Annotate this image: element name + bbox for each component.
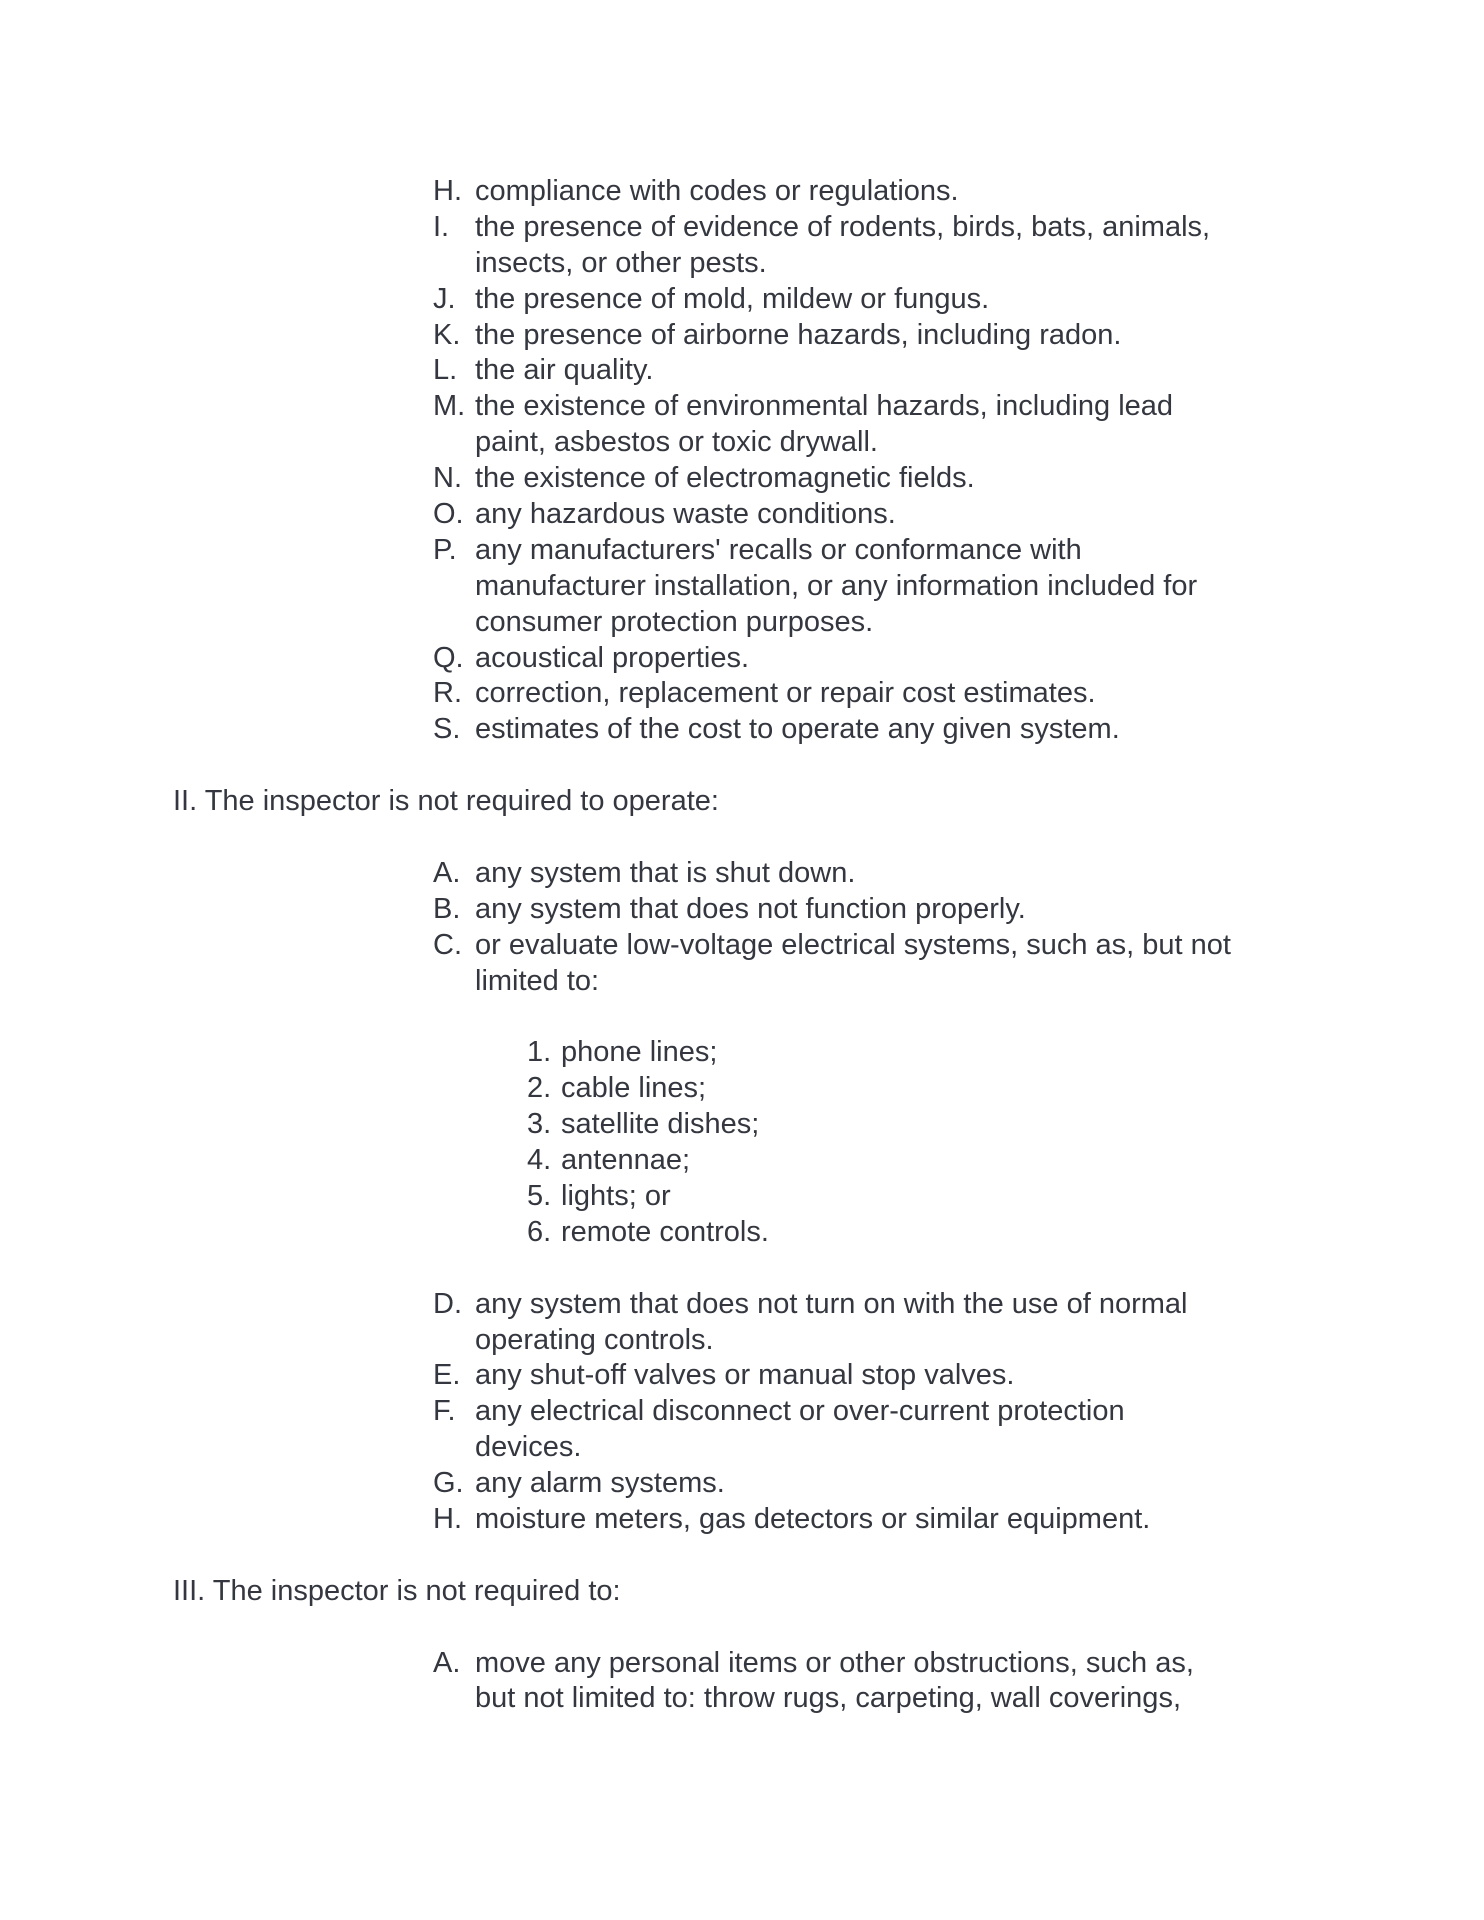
list-item — [0, 1287, 1484, 1359]
list-item-text: move any personal items or other obstructions, such as, — [475, 1646, 1194, 1679]
list-marker: P. — [433, 533, 457, 566]
list-marker: F. — [433, 1395, 456, 1428]
list-item-line — [0, 389, 1484, 425]
numbered-subitem — [0, 1215, 1484, 1251]
numbered-subitem — [0, 1107, 1484, 1143]
section-heading: III. The inspector is not required to: — [173, 1574, 621, 1607]
list-item-line — [0, 892, 1484, 928]
list-marker: J. — [433, 282, 456, 315]
list-marker: O. — [433, 498, 464, 531]
list-marker: A. — [433, 1646, 461, 1679]
list-item-text: lights; or — [561, 1179, 671, 1212]
list-item — [0, 497, 1484, 533]
list-item-line — [0, 174, 1484, 210]
list-marker: R. — [433, 677, 462, 710]
list-item-text: any shut-off valves or manual stop valves. — [475, 1359, 1015, 1392]
list-item — [0, 533, 1484, 641]
numbered-subitem — [0, 1035, 1484, 1071]
list-item-line — [0, 1143, 1484, 1179]
list-marker: 2. — [527, 1072, 552, 1105]
section-heading: II. The inspector is not required to operate: — [173, 785, 719, 818]
list-item — [0, 856, 1484, 892]
list-item-text: but not limited to: throw rugs, carpeting, wall coverings, — [475, 1682, 1181, 1715]
document-page — [0, 174, 1484, 1717]
list-marker: I. — [433, 210, 450, 243]
list-item-line — [0, 318, 1484, 354]
list-marker: 5. — [527, 1179, 552, 1212]
list-item-line — [0, 712, 1484, 748]
list-item-text: operating controls. — [475, 1323, 714, 1356]
list-item-line — [0, 1646, 1484, 1682]
list-item-line — [0, 1430, 1484, 1466]
list-item-line — [0, 282, 1484, 318]
list-item-line — [0, 353, 1484, 389]
list-item — [0, 641, 1484, 677]
blank-line — [0, 1251, 1484, 1287]
list-marker: N. — [433, 462, 462, 495]
list-item-text: any system that does not function properly. — [475, 892, 1026, 925]
list-marker: K. — [433, 318, 461, 351]
list-marker: L. — [433, 354, 458, 387]
list-marker: M. — [433, 390, 466, 423]
list-item-text: manufacturer installation, or any information included for — [475, 569, 1198, 602]
list-item-line — [0, 461, 1484, 497]
list-item — [0, 461, 1484, 497]
list-item — [0, 892, 1484, 928]
blank-line — [0, 1538, 1484, 1574]
list-marker: 6. — [527, 1215, 552, 1248]
list-item-text: antennae; — [561, 1144, 691, 1177]
list-item-text: limited to: — [475, 964, 600, 997]
list-item-text: any electrical disconnect or over-current protection — [475, 1395, 1125, 1428]
list-item-text: paint, asbestos or toxic drywall. — [475, 426, 878, 459]
list-item — [0, 389, 1484, 461]
list-marker: E. — [433, 1359, 461, 1392]
list-item-text: moisture meters, gas detectors or similar equipment. — [475, 1502, 1151, 1535]
list-item — [0, 1466, 1484, 1502]
list-item-line — [0, 1107, 1484, 1143]
numbered-subitem — [0, 1179, 1484, 1215]
list-marker: G. — [433, 1467, 464, 1500]
list-item — [0, 174, 1484, 210]
list-item-line — [0, 1179, 1484, 1215]
list-item-line — [0, 1466, 1484, 1502]
list-marker: 1. — [527, 1036, 552, 1069]
list-marker: C. — [433, 928, 462, 961]
list-item-text: any alarm systems. — [475, 1467, 725, 1500]
numbered-subitem — [0, 1071, 1484, 1107]
list-item-text: devices. — [475, 1431, 582, 1464]
list-marker: Q. — [433, 641, 464, 674]
list-item-line — [0, 1215, 1484, 1251]
list-item-line — [0, 964, 1484, 1000]
list-item — [0, 210, 1484, 282]
list-item — [0, 318, 1484, 354]
list-item-text: the existence of environmental hazards, including lead — [475, 390, 1174, 423]
list-item-text: the presence of evidence of rodents, birds, bats, animals, — [475, 210, 1211, 243]
list-item-text: the existence of electromagnetic fields. — [475, 462, 975, 495]
list-item-line — [0, 569, 1484, 605]
list-marker: H. — [433, 175, 462, 207]
list-item-line — [0, 928, 1484, 964]
list-item-text: acoustical properties. — [475, 641, 750, 674]
list-item-line — [0, 1358, 1484, 1394]
list-item-line — [0, 497, 1484, 533]
blank-line — [0, 1610, 1484, 1646]
list-item — [0, 676, 1484, 712]
list-item-line — [0, 1323, 1484, 1359]
list-marker: S. — [433, 713, 461, 746]
list-item-text: phone lines; — [561, 1036, 718, 1069]
blank-line — [0, 999, 1484, 1035]
list-item-line — [0, 676, 1484, 712]
list-item-text: the presence of mold, mildew or fungus. — [475, 282, 990, 315]
list-item — [0, 1502, 1484, 1538]
list-item-line — [0, 605, 1484, 641]
blank-line — [0, 820, 1484, 856]
list-item-line — [0, 1287, 1484, 1323]
numbered-subitem — [0, 1143, 1484, 1179]
list-item-text: any system that is shut down. — [475, 856, 856, 889]
list-item-line — [0, 641, 1484, 677]
list-item-text: cable lines; — [561, 1072, 707, 1105]
list-item-line — [0, 856, 1484, 892]
list-item — [0, 712, 1484, 748]
list-marker: 4. — [527, 1144, 552, 1177]
list-item-text: insects, or other pests. — [475, 246, 767, 279]
list-item-line — [0, 1681, 1484, 1717]
list-item-text: any manufacturers' recalls or conformance with — [475, 533, 1082, 566]
list-item-line — [0, 1394, 1484, 1430]
list-item-line — [0, 1071, 1484, 1107]
list-item — [0, 1394, 1484, 1466]
list-item-text: the presence of airborne hazards, including radon. — [475, 318, 1122, 351]
list-item — [0, 1646, 1484, 1718]
list-item-text: the air quality. — [475, 354, 654, 387]
list-item-line — [0, 1502, 1484, 1538]
list-item-text: or evaluate low-voltage electrical systems, such as, but not — [475, 928, 1231, 961]
list-item-line — [0, 1035, 1484, 1071]
list-item-text: remote controls. — [561, 1215, 769, 1248]
blank-line — [0, 748, 1484, 784]
list-item-line — [0, 210, 1484, 246]
list-item-text: estimates of the cost to operate any given system. — [475, 713, 1120, 746]
list-marker: H. — [433, 1502, 462, 1535]
list-item-text: any system that does not turn on with the use of normal — [475, 1287, 1188, 1320]
list-marker: B. — [433, 892, 461, 925]
list-item-text: correction, replacement or repair cost estimates. — [475, 677, 1096, 710]
list-item-text: compliance with codes or regulations. — [475, 175, 959, 207]
list-item-line — [0, 533, 1484, 569]
list-item-text: satellite dishes; — [561, 1108, 760, 1141]
list-item-text: any hazardous waste conditions. — [475, 498, 896, 531]
list-item-line — [0, 246, 1484, 282]
list-item — [0, 1358, 1484, 1394]
list-item — [0, 353, 1484, 389]
list-marker: A. — [433, 856, 461, 889]
list-item-text: consumer protection purposes. — [475, 605, 874, 638]
list-item — [0, 282, 1484, 318]
list-marker: 3. — [527, 1108, 552, 1141]
list-marker: D. — [433, 1287, 462, 1320]
list-item — [0, 928, 1484, 1000]
list-item-line — [0, 425, 1484, 461]
